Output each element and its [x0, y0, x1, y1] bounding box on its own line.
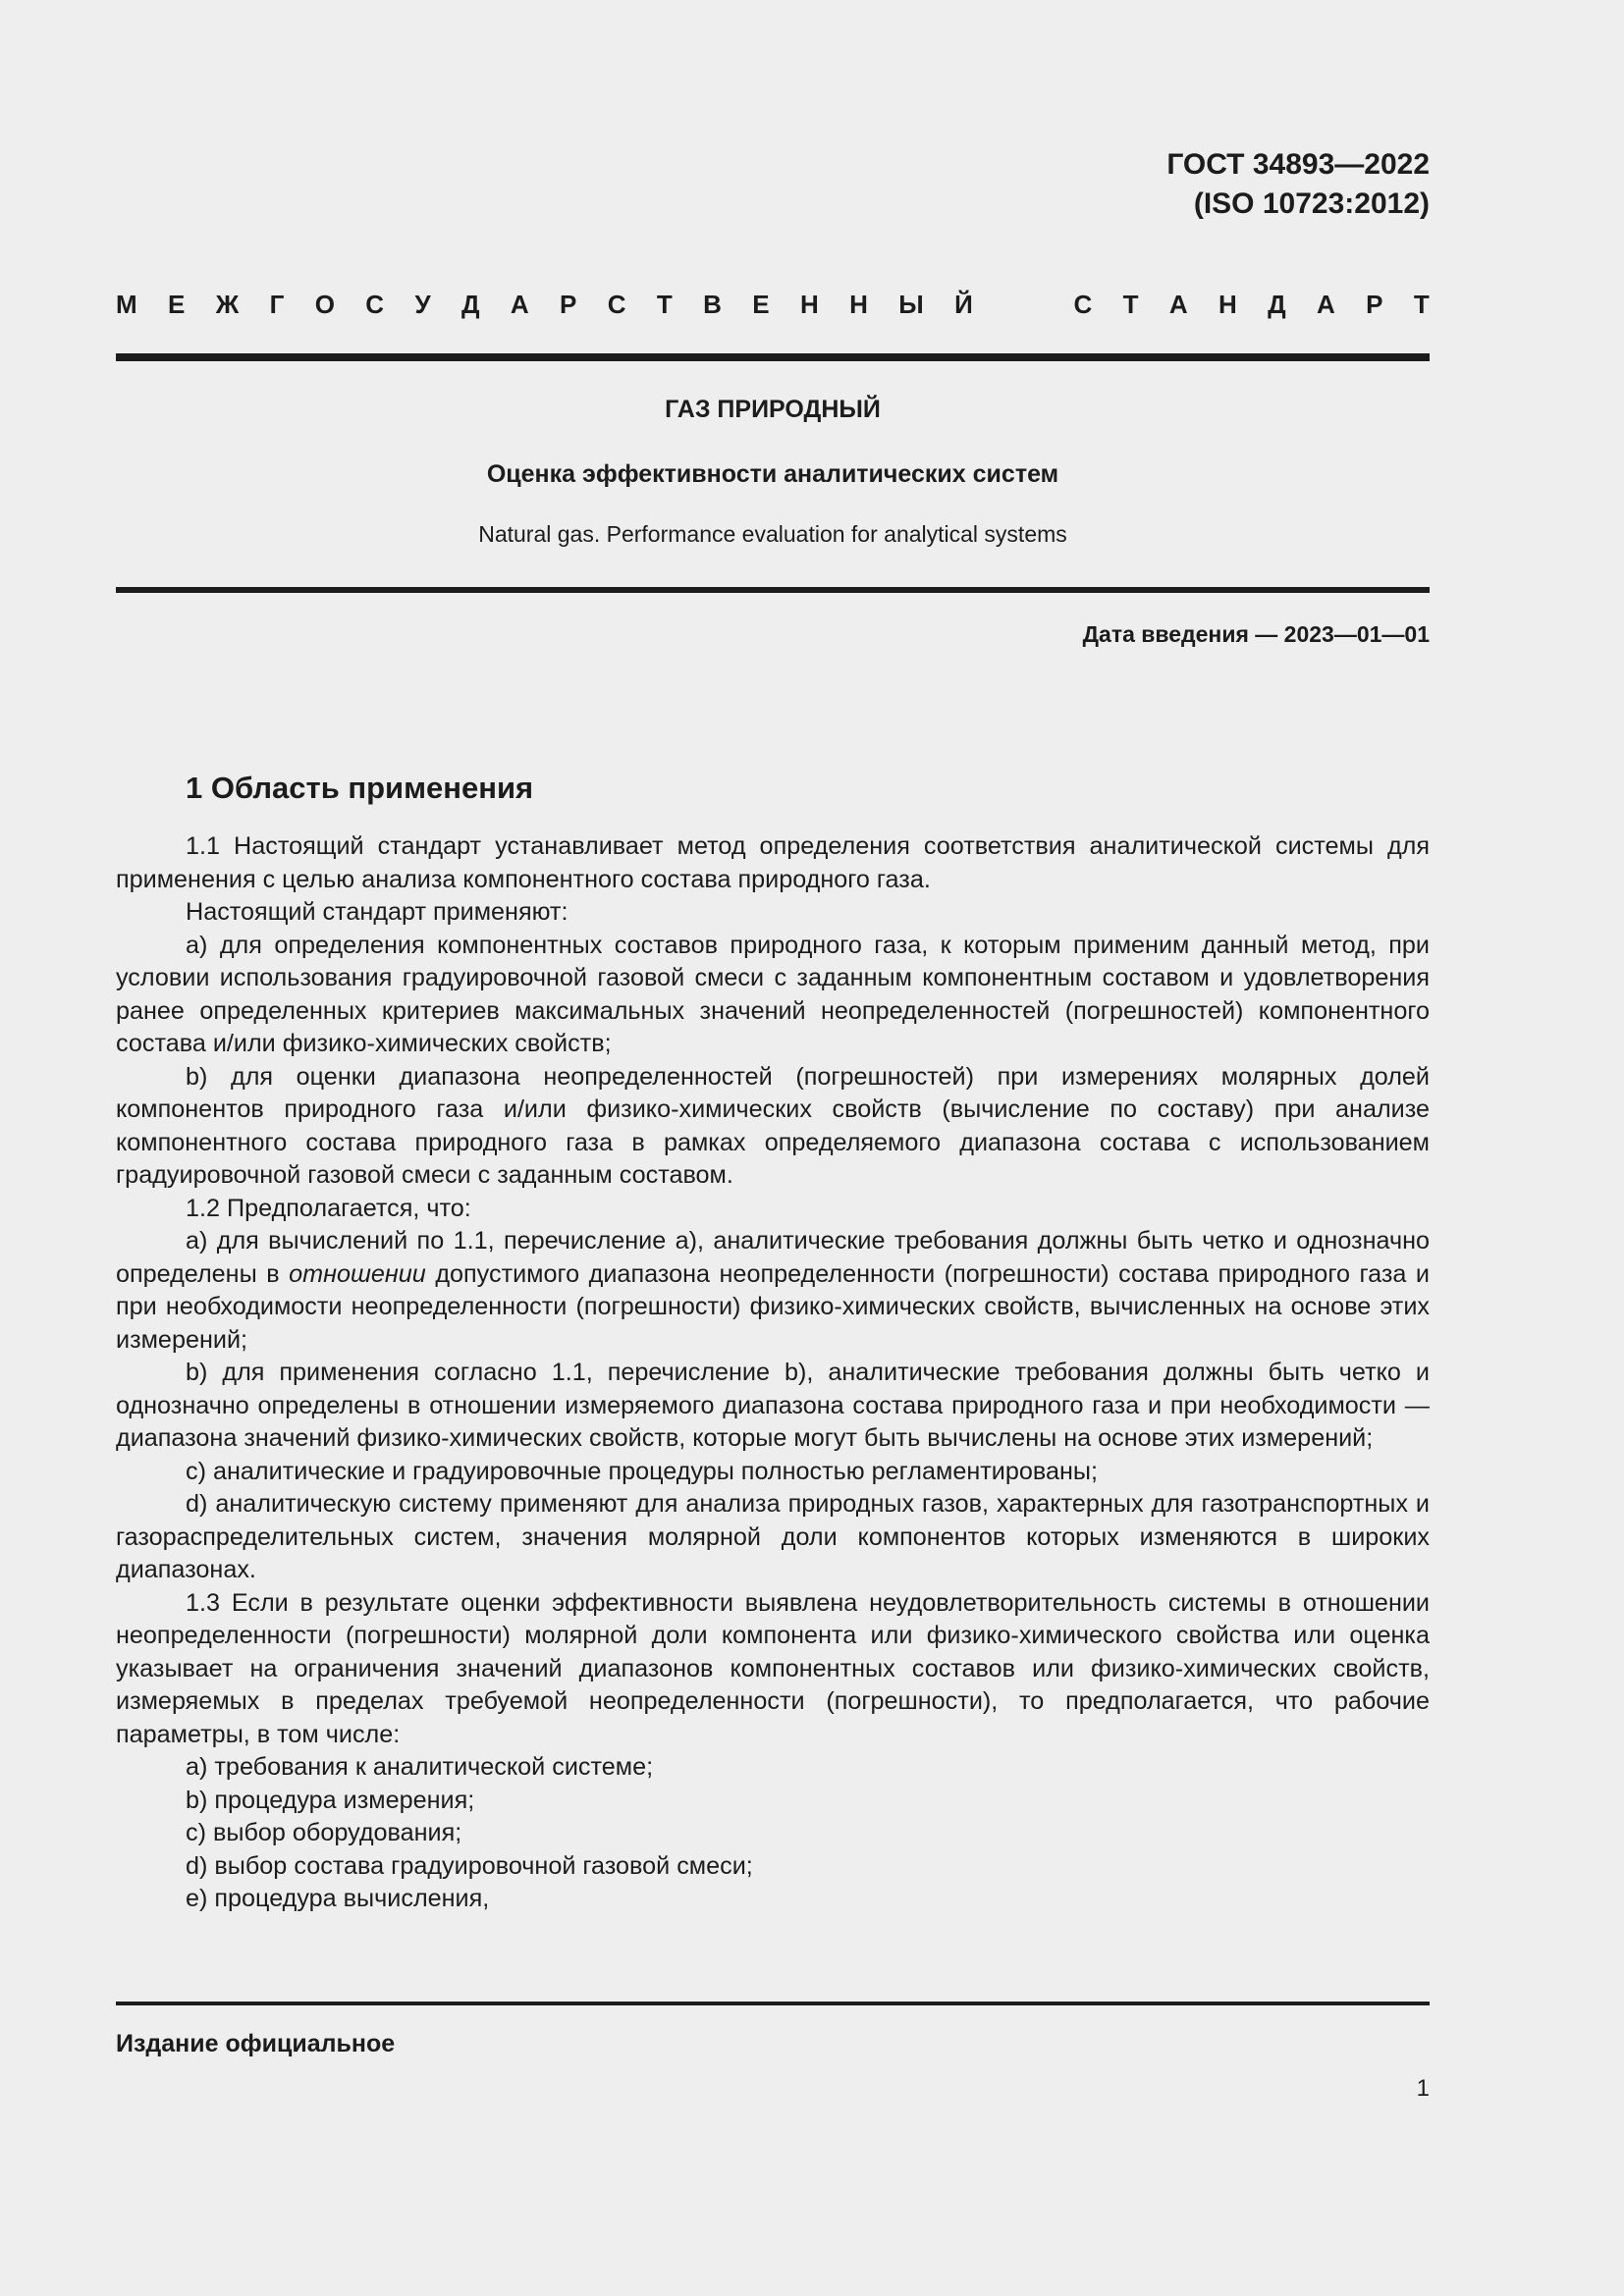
paragraph: Настоящий стандарт применяют: [186, 898, 568, 926]
iso-reference: (ISO 10723:2012) [1193, 187, 1430, 220]
banner-letter: С [607, 290, 626, 319]
paragraph: d) аналитическую систему применяют для анализа природных газов, характерных для газотранспортных и газораспределительных систем, значения молярной доли компонентов которых изменяются в широких диапазонах. [116, 1490, 1430, 1583]
italic-term: отношении [289, 1259, 426, 1288]
list-item: d) выбор состава градуировочной газовой смеси; [186, 1851, 753, 1880]
list-item: e) процедура вычисления, [186, 1885, 490, 1912]
banner-letter: Ы [898, 290, 924, 319]
banner-letter: Р [560, 290, 577, 319]
document-title: ГАЗ ПРИРОДНЫЙ [665, 396, 881, 423]
banner-letter: Т [1122, 290, 1139, 319]
paragraph-text: a) для вычислений по 1.1, перечисление a), аналитические требования должны быть четко и однозначно определены в [116, 1227, 1430, 1288]
paragraph: 1.2 Предполагается, что: [186, 1194, 471, 1222]
banner-letter: О [314, 290, 335, 319]
banner-letter: Д [1268, 290, 1286, 319]
banner-letter: Т [1413, 290, 1430, 319]
document-subtitle: Оценка эффективности аналитических систем [486, 460, 1059, 488]
paragraph: 1.3 Если в результате оценки эффективности выявлена неудовлетворительность системы в отношении неопределенности (погрешности) молярной доли компонента или физико-химического свойства или оценка указывает на ограничения значений диапазонов компонентных составов или физико-химических свойств, измеряемых в пределах требуемой неопределенности (погрешности), то предполагается, что рабочие параметры, в том числе: [116, 1588, 1430, 1748]
banner-letter: Н [849, 290, 868, 319]
title-bottom-rule [116, 587, 1430, 593]
top-thick-rule [116, 353, 1430, 361]
banner-letter: В [703, 290, 722, 319]
banner-letter: Й [954, 290, 973, 319]
interstate-standard-banner [116, 290, 1430, 319]
banner-letter: А [1168, 290, 1188, 319]
banner-letter: С [365, 290, 385, 319]
paragraph: c) аналитические и градуировочные процедуры полностью регламентированы; [186, 1457, 1098, 1485]
banner-word-gap [1003, 290, 1043, 319]
banner-letter: Ж [215, 290, 240, 319]
banner-letter: С [1073, 290, 1093, 319]
introduction-date: Дата введения — 2023—01—01 [1082, 621, 1430, 647]
paragraph: a) для определения компонентных составов природного газа, к которым применим данный метод, при условии использования градуировочной газовой смеси с заданным компонентным составом и удовлетворения ранее определенных критериев максимальных значений неопределенностей (погрешностей) компонентного состава и/или физико-химических свойств; [116, 931, 1430, 1057]
page-number: 1 [1416, 2075, 1430, 2102]
banner-letter: А [1317, 290, 1335, 319]
banner-letter: Т [656, 290, 673, 319]
banner-letter: Р [1366, 290, 1383, 319]
list-item: c) выбор оборудования; [186, 1819, 462, 1846]
section-heading: 1 Область применения [186, 771, 534, 805]
banner-letter: Н [1218, 290, 1237, 319]
banner-letter: А [510, 290, 529, 319]
banner-letter: Е [168, 290, 186, 319]
standard-code-block [1166, 145, 1430, 224]
paragraph: 1.1 Настоящий стандарт устанавливает метод определения соответствия аналитической системы для применения с целью анализа компонентного состава природного газа. [116, 832, 1430, 893]
list-item: b) процедура измерения; [186, 1786, 475, 1814]
list-item: a) требования к аналитической системе; [186, 1753, 654, 1781]
paragraph-text: допустимого диапазона неопределенности (погрешности) состава природного газа и при необходимости неопределенности (погрешности) физико-химических свойств, вычисленных на основе этих измерений; [116, 1259, 1430, 1354]
banner-letter: Г [269, 290, 285, 319]
paragraph: b) для применения согласно 1.1, перечисление b), аналитические требования должны быть четко и однозначно определены в отношении измеряемого диапазона состава природного газа и при необходимости — диапазона значений физико-химических свойств, которые могут быть вычислены на основе этих измерений; [116, 1359, 1430, 1452]
footer-rule [116, 2002, 1430, 2005]
standard-code: ГОСТ 34893—2022 [1166, 148, 1430, 181]
banner-letter: Д [460, 290, 480, 319]
paragraph [116, 1225, 1430, 1357]
banner-letter: Е [752, 290, 770, 319]
section-body [116, 830, 1430, 1916]
banner-letter: М [116, 290, 137, 319]
official-edition-label: Издание официальное [116, 2030, 396, 2057]
paragraph: b) для оценки диапазона неопределенностей (погрешностей) при измерениях молярных долей компонентов природного газа и/или физико-химических свойств (вычисление по составу) при анализе компонентного состава природного газа в рамках определяемого диапазона состава с использованием градуировочной газовой смеси с заданным составом. [116, 1062, 1430, 1189]
banner-letter: У [414, 290, 431, 319]
english-title: Natural gas. Performance evaluation for analytical systems [478, 521, 1067, 547]
banner-letter: Н [799, 290, 819, 319]
